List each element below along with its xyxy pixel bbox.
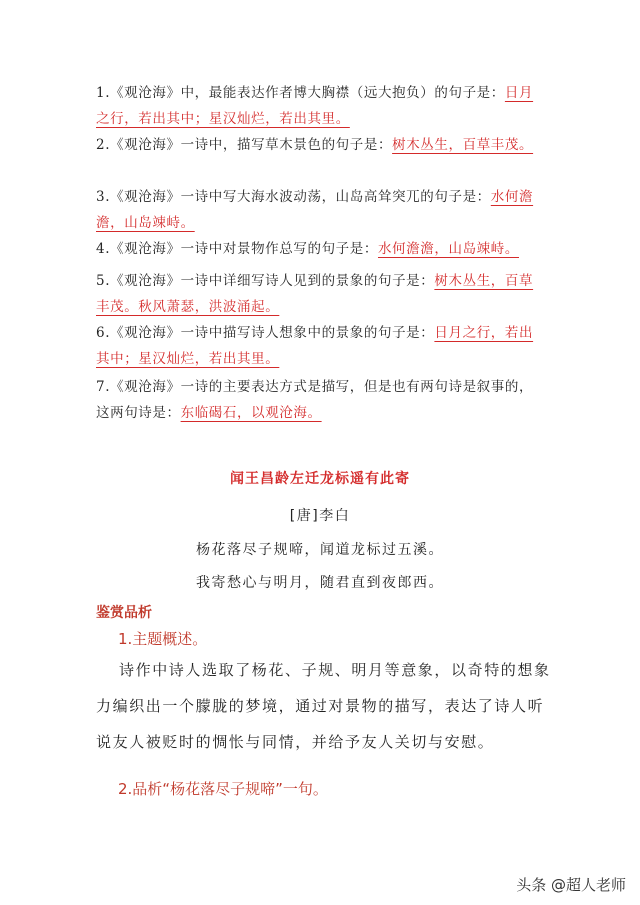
- answer-text: 水何澹澹，山岛竦峙。: [96, 189, 534, 231]
- question-text: 3.《观沧海》一诗中写大海水波动荡，山岛高耸突兀的句子是：: [96, 189, 491, 205]
- question-3: [96, 184, 546, 236]
- answer-text: 日月之行，若出其中；星汉灿烂，若出其里。: [96, 325, 534, 367]
- poem-line-1: 杨花落尽子规啼，闻道龙标过五溪。: [196, 542, 444, 558]
- answer-text: 树木丛生，百草丰茂。: [392, 137, 534, 153]
- question-6: [96, 320, 546, 372]
- answer-text: 东临碣石，以观沧海。: [180, 405, 322, 421]
- poem-author: [唐]李白: [289, 508, 351, 524]
- analysis-subheading-1: 1.主题概述。: [118, 630, 208, 648]
- question-4: [96, 236, 546, 262]
- answer-text: 日月之行，若出其中；星汉灿烂，若出其里。: [96, 85, 534, 127]
- question-text: 4.《观沧海》一诗中对景物作总写的句子是：: [96, 241, 378, 257]
- question-7: [96, 374, 546, 426]
- question-text: 5.《观沧海》一诗中详细写诗人见到的景象的句子是：: [96, 273, 435, 289]
- watermark: 头条 @超人老师: [516, 876, 626, 894]
- poem-line-2: 我寄愁心与明月，随君直到夜郎西。: [196, 575, 444, 591]
- question-text: 7.《观沧海》一诗的主要表达方式是描写，但是也有两句诗是叙事的，这两句诗是：: [96, 379, 534, 421]
- question-text: 1.《观沧海》中，最能表达作者博大胸襟（远大抱负）的句子是：: [96, 85, 505, 101]
- analysis-paragraph: 诗作中诗人选取了杨花、子规、明月等意象，以奇特的想象力编织出一个朦胧的梦境，通过对景物的描写，表达了诗人听说友人被贬时的惆怅与同情，并给予友人关切与安慰。: [96, 661, 551, 751]
- question-text: 6.《观沧海》一诗中描写诗人想象中的景象的句子是：: [96, 325, 435, 341]
- question-2: [96, 132, 546, 158]
- analysis-subheading-2: 2.品析“杨花落尽子规啼”一句。: [118, 780, 328, 798]
- question-1: [96, 80, 546, 132]
- poem-title: 闻王昌龄左迁龙标遥有此寄: [230, 471, 410, 487]
- question-5: [96, 268, 546, 320]
- answer-text: 水何澹澹，山岛竦峙。: [377, 241, 519, 257]
- analysis-heading: 鉴赏品析: [96, 605, 152, 621]
- question-text: 2.《观沧海》一诗中，描写草木景色的句子是：: [96, 137, 393, 153]
- answer-text: 树木丛生，百草丰茂。秋风萧瑟，洪波涌起。: [96, 273, 534, 315]
